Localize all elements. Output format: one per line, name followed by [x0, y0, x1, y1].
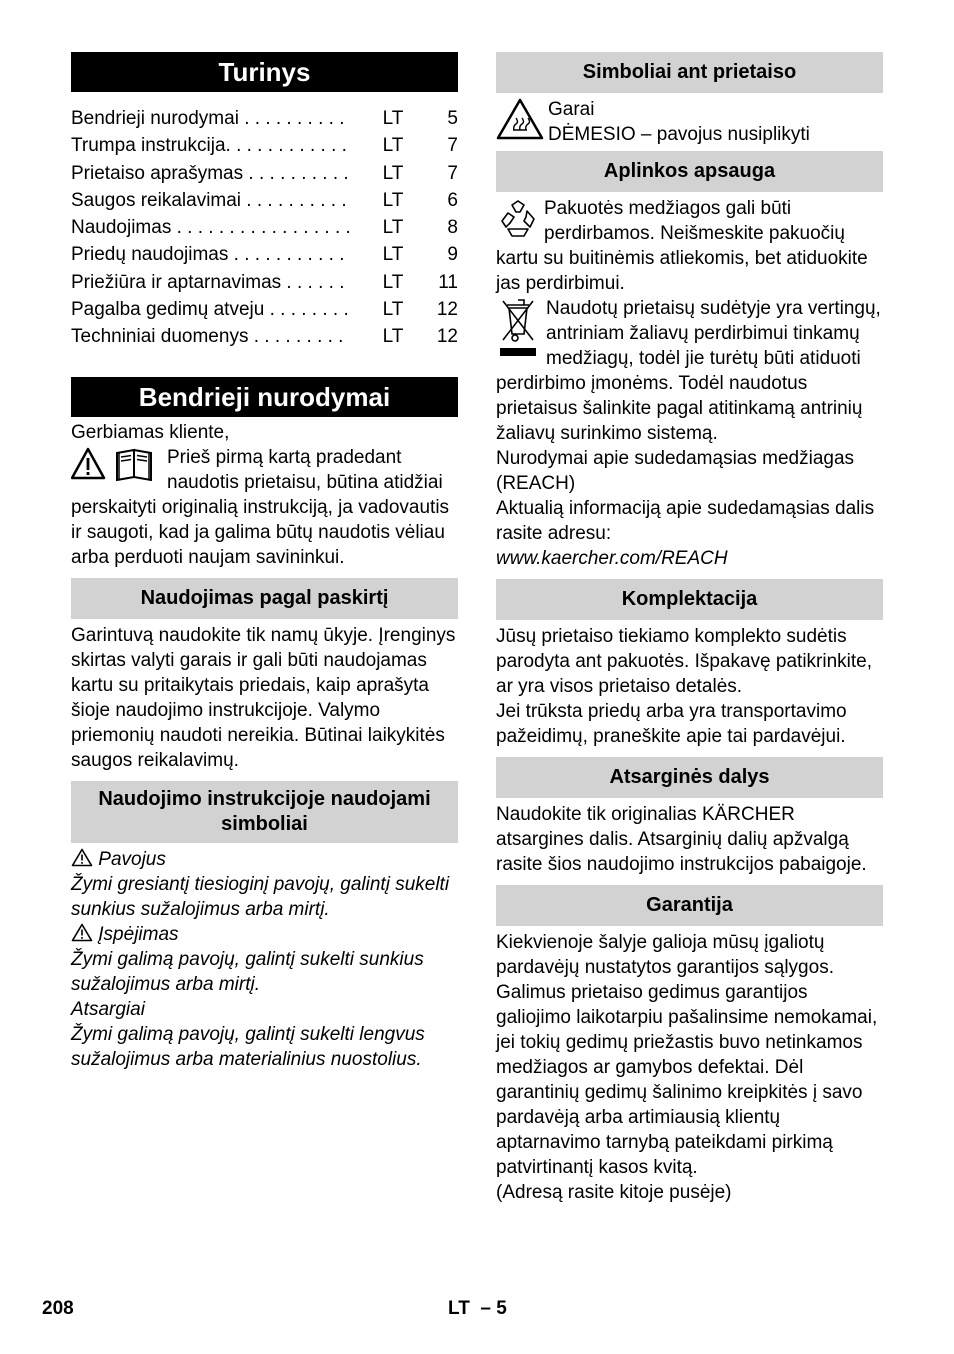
toc-row[interactable]: Saugos reikalavimai . . . . . . . . . . LT 6 — [71, 189, 458, 211]
scald-warning: DĖMESIO – pavojus nusiplikyti — [548, 124, 810, 145]
warning-label: Įspėjimas — [98, 923, 179, 945]
section-page-label: LT – 5 — [448, 1298, 507, 1319]
reach-link[interactable]: www.kaercher.com/REACH — [496, 548, 728, 569]
warning-triangle-icon — [71, 923, 93, 942]
recycling-text: Pakuotės medžiagos gali būti perdirbamos. Neišmeskite pakuočių kartu su buitinėmis atliekomis, bet atiduokite jas perdirbimui. — [496, 198, 868, 294]
environment-heading: Aplinkos apsauga — [496, 151, 883, 192]
caution-text: Žymi galimą pavojų, galintį sukelti lengvus sužalojimus arba materialinius nuostolius. — [71, 1023, 425, 1070]
warranty-text: Kiekvienoje šalyje galioja mūsų įgaliotų pardavėjų nustatytos garantijos sąlygos. Galimus prietaiso gedimus garantijos galiojimo laikotarpiu pašalinsime nemokamai, jei tokių gedimų priežastis buvo netinkamos medžiagos ar gamybos defektai. Dėl garantinių gedimų šalinimo kreipkitės į savo pardavėją arba artimiausią klientų aptarnavimo tarnybą pateikdami pirkimą patvirtinantį kasos kvitą. — [496, 932, 878, 1178]
spare-parts-heading: Atsarginės dalys — [496, 757, 883, 798]
greeting: Gerbiamas kliente, — [71, 421, 230, 443]
crossed-out-bin-icon — [498, 296, 538, 364]
toc-row[interactable]: Prietaiso aprašymas . . . . . . . . . . LT 7 — [71, 162, 458, 184]
spare-parts-text: Naudokite tik originalias KÄRCHER atsargines dalis. Atsarginių dalių apžvalgą rasite šios naudojimo instrukcijos pabaigoje. — [496, 804, 867, 875]
danger-label: Pavojus — [98, 848, 166, 870]
toc-heading: Turinys — [71, 52, 458, 92]
danger-triangle-icon — [71, 848, 93, 867]
toc-row[interactable]: Trumpa instrukcija. . . . . . . . . . . . LT 7 — [71, 135, 458, 157]
general-heading: Bendrieji nurodymai — [71, 377, 458, 417]
hot-steam-warning-icon — [496, 97, 544, 147]
reach-title: Nurodymai apie sudedamąsias medžiagas (REACH) — [496, 448, 855, 494]
warranty-address-note: (Adresą rasite kitoje pusėje) — [496, 1182, 732, 1203]
right-column — [496, 52, 883, 1205]
danger-text: Žymi gresiantį tiesioginį pavojų, galintį sukelti sunkius sužalojimus arba mirtį. — [71, 873, 450, 920]
warning-manual-icon — [71, 447, 161, 487]
toc-row[interactable]: Pagalba gedimų atveju . . . . . . . . LT 12 — [71, 299, 458, 321]
warranty-heading: Garantija — [496, 885, 883, 926]
scope-heading: Komplektacija — [496, 579, 883, 620]
scope-text-2: Jei trūksta priedų arba yra transportavimo pažeidimų, praneškite apie tai pardavėjui. — [496, 701, 847, 747]
caution-label: Atsargiai — [71, 998, 145, 1020]
toc-row[interactable]: Bendrieji nurodymai . . . . . . . . . . LT 5 — [71, 108, 458, 129]
toc-row[interactable]: Techniniai duomenys . . . . . . . . . LT 12 — [71, 326, 458, 348]
device-symbols-heading: Simboliai ant prietaiso — [496, 52, 883, 93]
toc-row[interactable]: Priežiūra ir aptarnavimas . . . . . . LT 11 — [71, 271, 458, 293]
scope-text-1: Jūsų prietaiso tiekiamo komplekto sudėtis parodyta ant pakuotės. Išpakavę patikrinkite, ar yra visos prietaiso detalės. — [496, 626, 873, 697]
steam-label: Garai — [548, 99, 595, 120]
intro-block — [71, 445, 458, 570]
recycle-icon — [498, 199, 538, 245]
weee-block — [496, 296, 883, 446]
page-number: 208 — [42, 1298, 74, 1319]
warning-text: Žymi galimą pavojų, galintį sukelti sunkius sužalojimus arba mirtį. — [71, 948, 424, 995]
warning-label-line — [71, 922, 458, 947]
weee-text: Naudotų prietaisų sudėtyje yra vertingų, antriniam žaliavų perdirbimui tinkamų medžiagų, todėl jie turėtų būti atiduoti perdirbimo įmonėms. Todėl naudotus prietaisus šalinkite pagal atitinkamą antrinių žaliavų surinkimo sistemą. — [496, 298, 881, 444]
toc-row[interactable]: Priedų naudojimas . . . . . . . . . . . LT 9 — [71, 244, 458, 266]
toc-row[interactable]: Naudojimas . . . . . . . . . . . . . . . . . LT 8 — [71, 217, 458, 239]
danger-label-line — [71, 847, 458, 872]
intended-use-text: Garintuvą naudokite tik namų ūkyje. Įrenginys skirtas valyti garais ir gali būti naudojamas kartu su pritaikytais priedais, kaip aprašyta šioje naudojimo instrukcijoje. Valymo priemonių naudoti nereikia. Būtinai laikykitės saugos reikalavimų. — [71, 624, 456, 771]
intended-use-heading: Naudojimas pagal paskirtį — [71, 578, 458, 619]
recycling-block — [496, 196, 883, 296]
left-column — [71, 52, 458, 1072]
table-of-contents — [71, 105, 458, 351]
intro-text: Prieš pirmą kartą pradedant naudotis prietaisu, būtina atidžiai perskaityti originalią instrukciją, ja vadovautis ir saugoti, kad ja galima būtų naudotis vėliau arba perduoti naujam savininkui. — [71, 446, 450, 568]
steam-warning-block — [496, 97, 883, 147]
manual-symbols-heading: Naudojimo instrukcijoje naudojami simboliai — [71, 781, 458, 843]
reach-text: Aktualią informaciją apie sudedamąsias dalis rasite adresu: — [496, 498, 875, 544]
